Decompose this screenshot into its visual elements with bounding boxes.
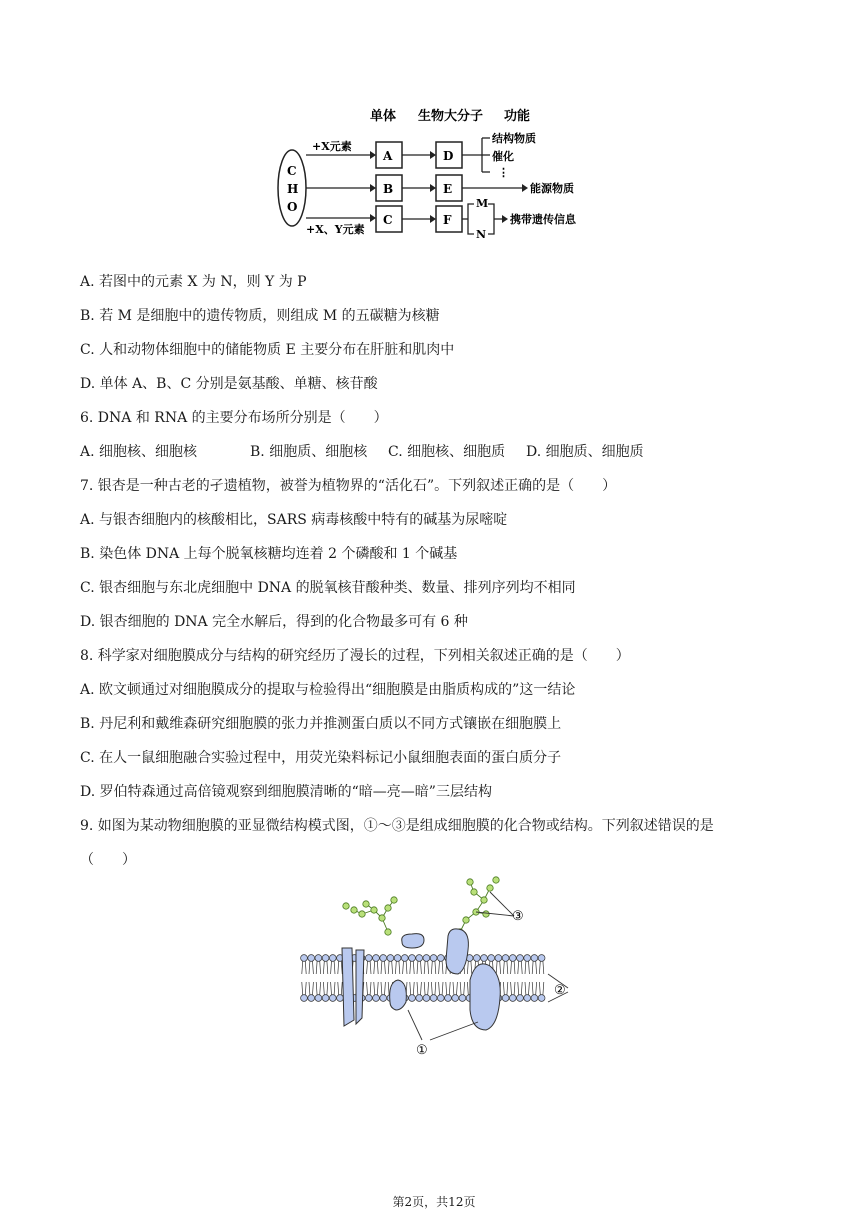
label-x-element: +X元素: [312, 140, 352, 153]
peripheral-protein-top: [402, 934, 424, 948]
macro-f: F: [443, 213, 452, 227]
function-structure: 结构物质: [492, 132, 536, 145]
q6-options: [80, 442, 644, 462]
monomer-c: C: [383, 213, 393, 227]
q7-option-b: B. 染色体 DNA 上每个脱氧核糖均连着 2 个磷酸和 1 个碱基: [80, 546, 458, 562]
function-genetic-info: 携带遗传信息: [510, 213, 576, 226]
branch-n: N: [476, 228, 487, 240]
q9-stem-cont: （ ）: [80, 852, 136, 868]
q6-option-c: C. 细胞核、细胞质: [388, 444, 506, 460]
element-h: H: [287, 182, 299, 196]
q6-option-d: D. 细胞质、细胞质: [526, 444, 644, 460]
macro-e: E: [443, 182, 453, 196]
q8-stem: 8. 科学家对细胞膜成分与结构的研究经历了漫长的过程，下列相关叙述正确的是（ ）: [80, 648, 630, 664]
q7-option-c: C. 银杏细胞与东北虎细胞中 DNA 的脱氧核苷酸种类、数量、排列序列均不相同: [80, 580, 576, 596]
q6-option-a: A. 细胞核、细胞核: [80, 444, 198, 460]
channel-protein: [446, 929, 468, 974]
q7-option-d: D. 银杏细胞的 DNA 完全水解后，得到的化合物最多可有 6 种: [80, 614, 468, 630]
q5-option-a: A. 若图中的元素 X 为 N，则 Y 为 P: [80, 274, 307, 290]
q5-option-c: C. 人和动物体细胞中的储能物质 E 主要分布在肝脏和肌肉中: [80, 342, 455, 358]
label-3: ③: [512, 909, 524, 924]
element-c: C: [287, 164, 297, 178]
q7-option-a: A. 与银杏细胞内的核酸相比，SARS 病毒核酸中特有的碱基为尿嘧啶: [80, 512, 508, 528]
embedded-protein-large: [470, 964, 500, 1030]
label-1: ①: [416, 1043, 428, 1058]
label-2: ②: [554, 983, 566, 998]
q8-option-b: B. 丹尼利和戴维森研究细胞膜的张力并推测蛋白质以不同方式镶嵌在细胞膜上: [80, 716, 562, 732]
element-o: O: [287, 200, 298, 214]
macromolecule-flow-diagram: [270, 100, 600, 240]
header-macromolecule: 生物大分子: [418, 109, 484, 124]
phospholipid-bilayer: [301, 955, 545, 1002]
embedded-protein-small: [390, 980, 407, 1010]
monomer-b: B: [383, 182, 394, 196]
cell-membrane-diagram: [290, 870, 580, 1070]
q5-option-b: B. 若 M 是细胞中的遗传物质，则组成 M 的五碳糖为核糖: [80, 308, 440, 324]
branch-m: M: [476, 197, 489, 210]
q9-stem: 9. 如图为某动物细胞膜的亚显微结构模式图，①～③是组成细胞膜的化合物或结构。下列叙述错误的是: [80, 818, 714, 834]
q5-option-d: D. 单体 A、B、C 分别是氨基酸、单糖、核苷酸: [80, 376, 378, 392]
function-energy: 能源物质: [530, 182, 574, 195]
q8-option-d: D. 罗伯特森通过高倍镜观察到细胞膜清晰的“暗—亮—暗”三层结构: [80, 784, 492, 800]
label-xy-element: +X、Y元素: [306, 223, 365, 236]
q6-stem: 6. DNA 和 RNA 的主要分布场所分别是（ ）: [80, 410, 388, 426]
function-more: ⋮: [498, 166, 509, 179]
page-footer: 第2页，共12页: [392, 1195, 476, 1209]
header-monomer: 单体: [370, 109, 397, 124]
q8-option-c: C. 在人一鼠细胞融合实验过程中，用荧光染料标记小鼠细胞表面的蛋白质分子: [80, 750, 562, 766]
q6-option-b: B. 细胞质、细胞核: [250, 444, 368, 460]
glycocalyx-right: [457, 877, 499, 935]
q7-stem: 7. 银杏是一种古老的孑遗植物，被誉为植物界的“活化石”。下列叙述正确的是（ ）: [80, 478, 617, 494]
q8-option-a: A. 欧文顿通过对细胞膜成分的提取与检验得出“细胞膜是由脂质构成的”这一结论: [80, 682, 576, 698]
monomer-a: A: [383, 149, 393, 163]
macro-d: D: [443, 149, 454, 163]
header-function: 功能: [504, 109, 531, 124]
function-catalysis: 催化: [492, 150, 514, 163]
glycocalyx-left: [343, 897, 397, 935]
